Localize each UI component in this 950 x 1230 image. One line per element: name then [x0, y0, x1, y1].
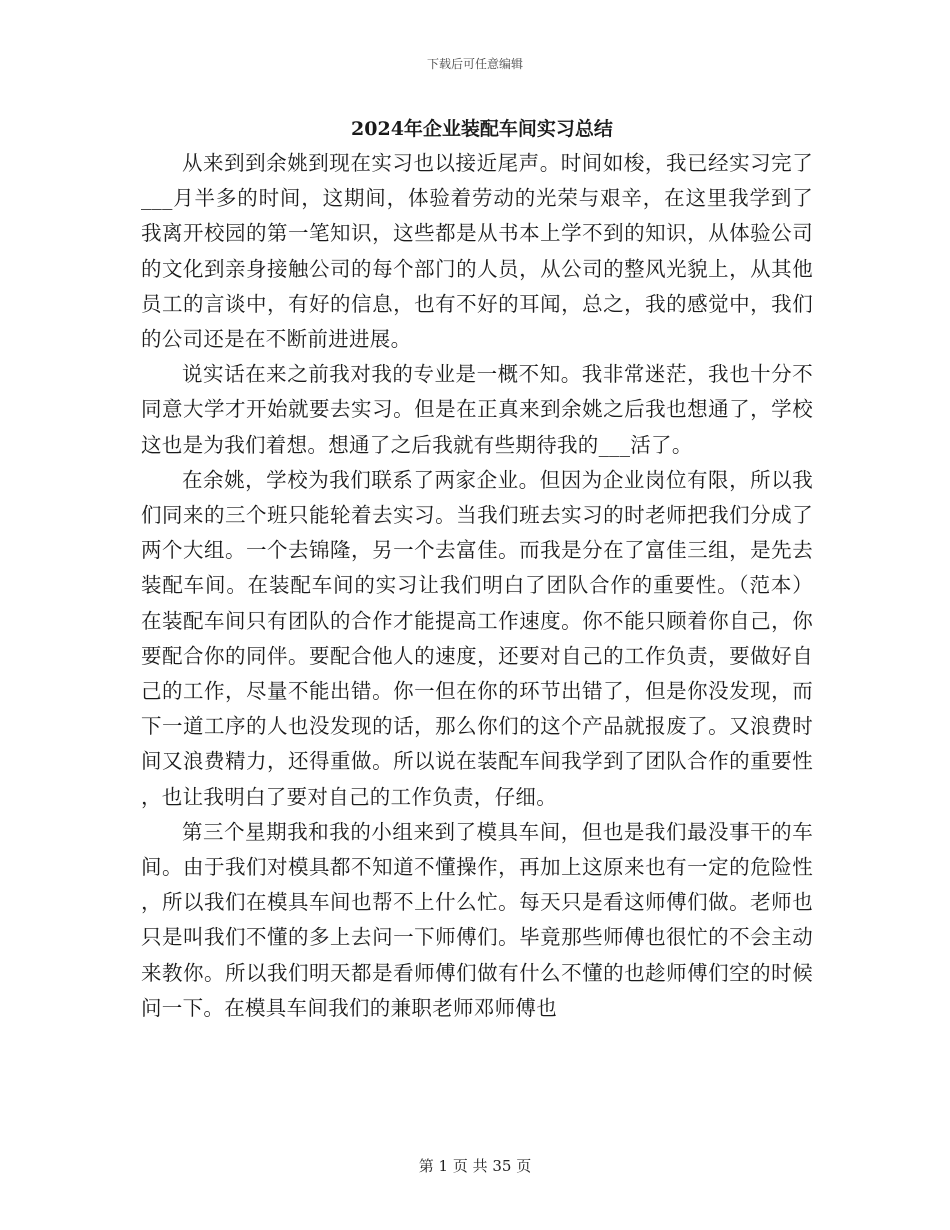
paragraph-4: 第三个星期我和我的小组来到了模具车间，但也是我们最没事干的车间。由于我们对模具都不知道不懂操作，再加上这原来也有一定的危险性，所以我们在模具车间也帮不上什么忙。每天只是看这师傅们做。老师也只是叫我们不懂的多上去问一下师傅们。毕竟那些师傅也很忙的不会主动来教你。所以我们明天都是看师傅们做有什么不懂的也趁师傅们空的时候问一下。在模具车间我们的兼职老师邓师傅也: [141, 819, 813, 1020]
document-body: [141, 112, 813, 1026]
paragraph-2: 说实话在来之前我对我的专业是一概不知。我非常迷茫，我也十分不同意大学才开始就要去实习。但是在正真来到余姚之后我也想通了，学校这也是为我们着想。想通了之后我就有些期待我的___活了。: [141, 362, 813, 457]
document-title: 2024年企业装配车间实习总结: [351, 118, 613, 140]
page-header-note: 下载后可任意编辑: [426, 57, 523, 71]
page-number-footer: 第 1 页 共 35 页: [418, 1157, 532, 1175]
paragraph-1: 从来到到余姚到现在实习也以接近尾声。时间如梭，我已经实习完了___月半多的时间，这期间，体验着劳动的光荣与艰辛，在这里我学到了我离开校园的第一笔知识，这些都是从书本上学不到的知识，从体验公司的文化到亲身接触公司的每个部门的人员，从公司的整风光貌上，从其他员工的言谈中，有好的信息，也有不好的耳闻，总之，我的感觉中，我们的公司还是在不断前进进展。: [141, 151, 813, 352]
paragraph-3: 在余姚，学校为我们联系了两家企业。但因为企业岗位有限，所以我们同来的三个班只能轮着去实习。当我们班去实习的时老师把我们分成了两个大组。一个去锦隆，另一个去富佳。而我是分在了富佳三组，是先去装配车间。在装配车间的实习让我们明白了团队合作的重要性。（范本）在装配车间只有团队的合作才能提高工作速度。你不能只顾着你自己，你要配合你的同伴。要配合他人的速度，还要对自己的工作负责，要做好自己的工作，尽量不能出错。你一但在你的环节出错了，但是你没发现，而下一道工序的人也没发现的话，那么你们的这个产品就报废了。又浪费时间又浪费精力，还得重做。所以说在装配车间我学到了团队合作的重要性，也让我明白了要对自己的工作负责，仔细。: [141, 467, 813, 809]
